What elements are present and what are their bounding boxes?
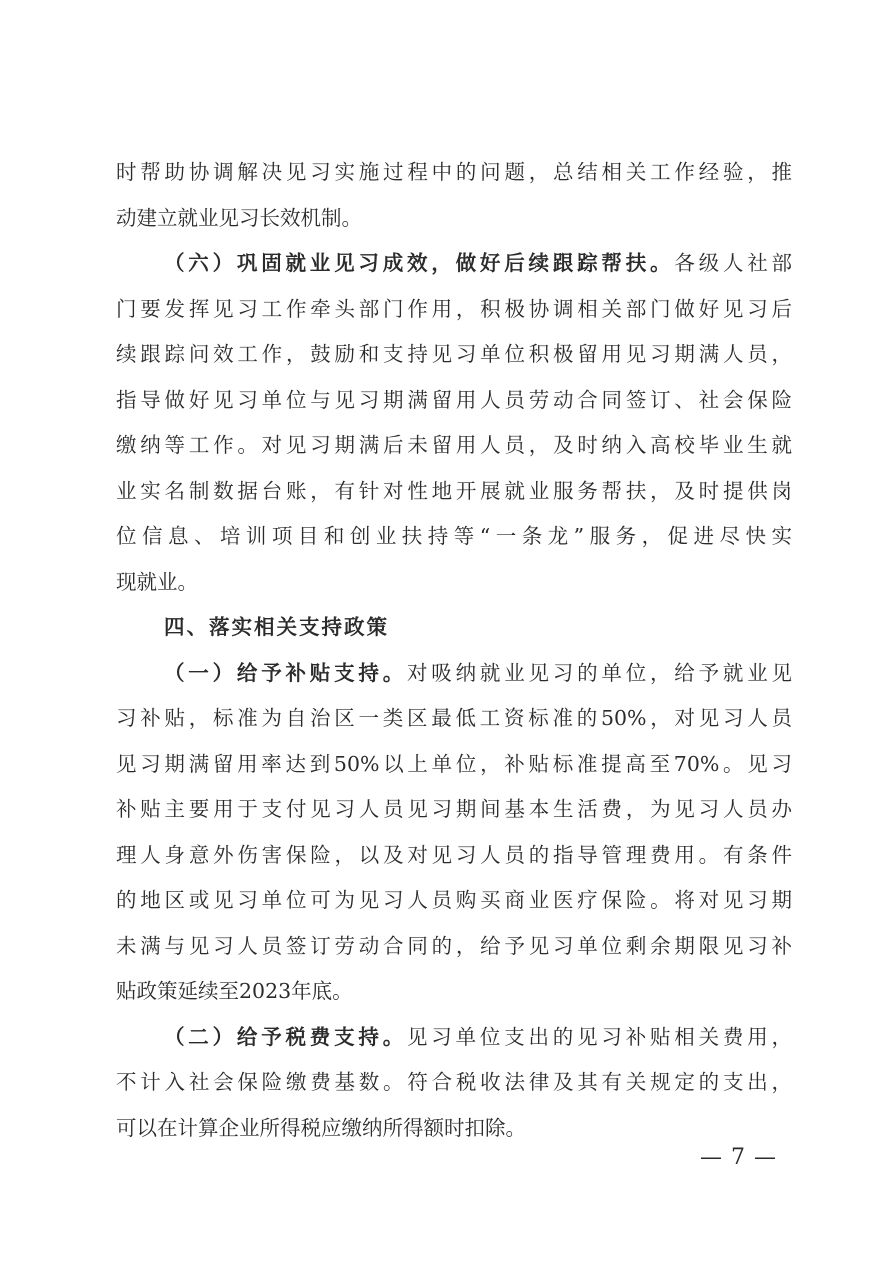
text-line: 理人身意外伤害保险，以及对见习人员的指导管理费用。有条件: [116, 842, 792, 867]
document-body: [116, 150, 792, 1151]
text-line: 贴政策延续至2023年底。: [116, 979, 353, 1003]
subsection-title: （六）巩固就业见习成效，做好后续跟踪帮扶。: [164, 251, 675, 275]
subsection-title: （一）给予补贴支持。: [164, 660, 407, 685]
subsection-title: （二）给予税费支持。: [164, 1024, 407, 1049]
text-line: 可以在计算企业所得税应缴纳所得额时扣除。: [116, 1115, 526, 1140]
text-span: 见习单位支出的见习补贴相关费用，: [407, 1024, 792, 1049]
section-heading: 四、落实相关支持政策: [164, 615, 389, 639]
text-line: 现就业。: [116, 569, 198, 594]
text-line: 未满与见习人员签订劳动合同的，给予见习单位剩余期限见习补: [116, 933, 792, 958]
text-line: 指导做好见习单位与见习期满留用人员劳动合同签订、社会保险: [116, 387, 792, 412]
text-line: 动建立就业见习长效机制。: [116, 205, 362, 230]
text-line: 补贴主要用于支付见习人员见习期间基本生活费，为见习人员办: [116, 797, 792, 821]
text-line: 缴纳等工作。对见习期满后未留用人员，及时纳入高校毕业生就: [116, 433, 792, 457]
text-span: 对吸纳就业见习的单位，给予就业见: [407, 660, 792, 685]
text-line: 见习期满留用率达到50%以上单位，补贴标准提高至70%。见习: [116, 751, 792, 776]
text-line: 不计入社会保险缴费基数。符合税收法律及其有关规定的支出，: [116, 1070, 792, 1094]
text-line: 习补贴，标准为自治区一类区最低工资标准的50%，对见习人员: [116, 706, 792, 730]
text-line: 业实名制数据台账，有针对性地开展就业服务帮扶，及时提供岗: [116, 478, 792, 503]
text-span: 各级人社部: [674, 251, 793, 275]
text-line: 门要发挥见习工作牵头部门作用，积极协调相关部门做好见习后: [116, 296, 792, 321]
text-line: 的地区或见习单位可为见习人员购买商业医疗保险。将对见习期: [116, 888, 792, 912]
paragraph-first-line: [116, 241, 792, 287]
text-line: 位信息、培训项目和创业扶持等“一条龙”服务，促进尽快实: [116, 524, 792, 548]
paragraph-first-line: [116, 1015, 792, 1061]
text-line: 续跟踪问效工作，鼓励和支持见习单位积极留用见习期满人员，: [116, 342, 792, 366]
page-number: — 7 —: [700, 1145, 777, 1170]
paragraph-first-line: [116, 651, 792, 697]
text-line: 时帮助协调解决见习实施过程中的问题，总结相关工作经验，推: [116, 160, 792, 184]
